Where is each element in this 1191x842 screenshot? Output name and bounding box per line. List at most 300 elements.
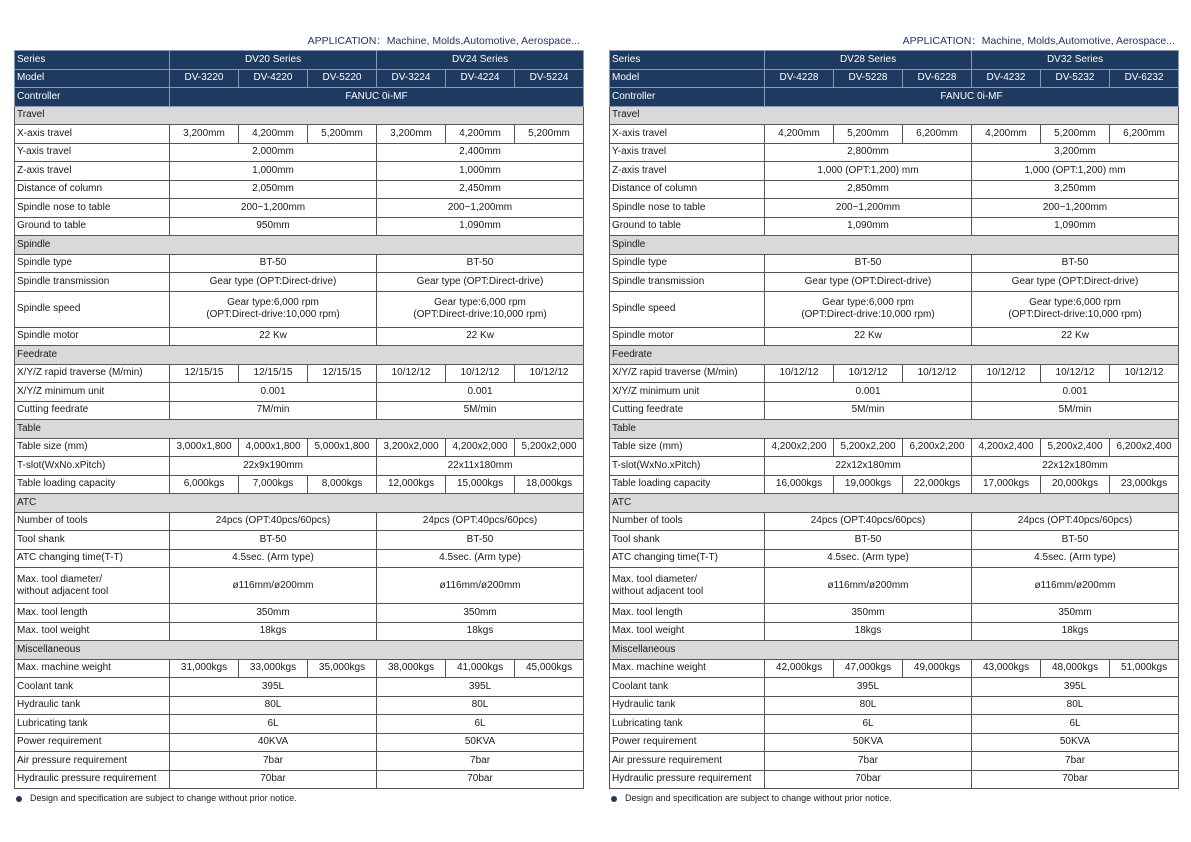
spec-value: 24pcs (OPT:40pcs/60pcs) [972,512,1179,531]
spec-row [610,327,1179,346]
spec-row [15,604,584,623]
spec-label-line: without adjacent tool [612,585,704,597]
spec-value: 22x12x180mm [972,457,1179,476]
spec-label: Table size (mm) [15,438,170,457]
spec-row [610,604,1179,623]
model-row [610,69,1179,88]
spec-label: Max. tool length [15,604,170,623]
spec-value: 1,000 (OPT:1,200) mm [765,162,972,181]
spec-value-line: Gear type:6,000 rpm [227,297,319,308]
spec-value: 7bar [972,752,1179,771]
spec-value: 43,000kgs [972,659,1041,678]
section-header: Miscellaneous [610,641,1179,660]
spec-value: 38,000kgs [377,659,446,678]
spec-value-line: (OPT:Direct-drive:10,000 rpm) [1008,309,1142,320]
spec-row [15,512,584,531]
spec-value: 5M/min [765,401,972,420]
spec-value: 22 Kw [972,327,1179,346]
spec-label: X/Y/Z minimum unit [610,383,765,402]
spec-label: Ground to table [15,217,170,236]
spec-label: X/Y/Z rapid traverse (M/min) [610,364,765,383]
spec-value: 80L [377,696,584,715]
spec-value: 10/12/12 [903,364,972,383]
section-feedrate [15,346,584,365]
spec-value: 4,200x2,000 [446,438,515,457]
spec-value: 6,200x2,400 [1110,438,1179,457]
spec-label: Tool shank [610,531,765,550]
model-label: Model [610,69,765,88]
spec-value: 70bar [377,770,584,789]
spec-value: 19,000kgs [834,475,903,494]
section-atc [610,494,1179,513]
spec-value: 80L [765,696,972,715]
spec-value: 5,200mm [834,125,903,144]
section-travel [610,106,1179,125]
spec-value: 200~1,200mm [377,199,584,218]
spec-row [15,327,584,346]
spec-label [610,568,765,604]
spec-row [610,752,1179,771]
spec-value: 12,000kgs [377,475,446,494]
spec-value: 41,000kgs [446,659,515,678]
bullet-icon [611,796,617,802]
spec-row [610,291,1179,327]
spec-value: 33,000kgs [239,659,308,678]
model-name: DV-4232 [972,69,1041,88]
spec-value [377,291,584,327]
spec-value: ø116mm/ø200mm [765,568,972,604]
spec-label: Distance of column [15,180,170,199]
spec-value: 5,200mm [515,125,584,144]
spec-row [15,254,584,273]
spec-value: 6,200mm [903,125,972,144]
spec-value: 22 Kw [765,327,972,346]
spec-value: 2,400mm [377,143,584,162]
spec-value: 5,000x1,800 [308,438,377,457]
spec-value: Gear type (OPT:Direct-drive) [170,273,377,292]
spec-value: 6L [377,715,584,734]
spec-row [15,199,584,218]
spec-label: Spindle motor [610,327,765,346]
spec-label: Y-axis travel [610,143,765,162]
spec-row [15,273,584,292]
section-header: Travel [15,106,584,125]
spec-value: 48,000kgs [1041,659,1110,678]
spec-value: 10/12/12 [515,364,584,383]
spec-row [15,733,584,752]
spec-label: Hydraulic tank [610,696,765,715]
spec-label: Hydraulic tank [15,696,170,715]
section-header: Feedrate [610,346,1179,365]
section-misc [15,641,584,660]
disclaimer-text: Design and specification are subject to change without prior notice. [30,793,297,803]
spec-value: 4.5sec. (Arm type) [170,549,377,568]
spec-row [610,143,1179,162]
spec-value: 6L [170,715,377,734]
series-name: DV24 Series [377,51,584,70]
spec-label: Table size (mm) [610,438,765,457]
spec-value: 22x9x190mm [170,457,377,476]
spec-value: 8,000kgs [308,475,377,494]
spec-label: Air pressure requirement [15,752,170,771]
series-name: DV20 Series [170,51,377,70]
spec-row [610,401,1179,420]
spec-label: Number of tools [610,512,765,531]
spec-label: Spindle motor [15,327,170,346]
spec-row [610,549,1179,568]
spec-row [610,457,1179,476]
spec-value: 3,000x1,800 [170,438,239,457]
spec-value: 2,050mm [170,180,377,199]
disclaimer-text: Design and specification are subject to change without prior notice. [625,793,892,803]
spec-value: 395L [170,678,377,697]
spec-value: 3,250mm [972,180,1179,199]
spec-value: 3,200mm [972,143,1179,162]
model-name: DV-3220 [170,69,239,88]
section-header: Travel [610,106,1179,125]
series-name: DV32 Series [972,51,1179,70]
spec-row [15,180,584,199]
spec-value-line: Gear type:6,000 rpm [1029,297,1121,308]
spec-row [610,475,1179,494]
spec-label: Max. machine weight [15,659,170,678]
spec-value: 350mm [972,604,1179,623]
spec-row [15,678,584,697]
spec-value: 2,850mm [765,180,972,199]
spec-value: 24pcs (OPT:40pcs/60pcs) [377,512,584,531]
spec-row [15,401,584,420]
spec-value: 1,000mm [377,162,584,181]
model-name: DV-3224 [377,69,446,88]
spec-value: 45,000kgs [515,659,584,678]
spec-label: Max. machine weight [610,659,765,678]
spec-value: 42,000kgs [765,659,834,678]
spec-label: Tool shank [15,531,170,550]
spec-label: Power requirement [15,733,170,752]
spec-value: 22,000kgs [903,475,972,494]
spec-row [15,696,584,715]
spec-value: 200~1,200mm [765,199,972,218]
spec-row [610,770,1179,789]
spec-value: 18kgs [972,622,1179,641]
spec-value: 3,200mm [170,125,239,144]
spec-label: Spindle transmission [15,273,170,292]
spec-label: X-axis travel [15,125,170,144]
spec-label: Distance of column [610,180,765,199]
spec-row [15,125,584,144]
spec-label: Cutting feedrate [610,401,765,420]
spec-value: 15,000kgs [446,475,515,494]
spec-value: 18,000kgs [515,475,584,494]
spec-value: 5,200x2,000 [515,438,584,457]
spec-value: 200~1,200mm [972,199,1179,218]
spec-value: 7bar [170,752,377,771]
spec-row [610,180,1179,199]
spec-row [15,770,584,789]
spec-panel-left [14,32,582,803]
spec-value: Gear type (OPT:Direct-drive) [972,273,1179,292]
spec-value: BT-50 [972,254,1179,273]
spec-value: 47,000kgs [834,659,903,678]
spec-value: 10/12/12 [765,364,834,383]
spec-value: 2,000mm [170,143,377,162]
model-name: DV-4224 [446,69,515,88]
spec-value: 12/15/15 [308,364,377,383]
application-line: APPLICATION：Machine, Molds,Automotive, Aerospace... [307,35,580,47]
spec-value: ø116mm/ø200mm [972,568,1179,604]
series-label: Series [15,51,170,70]
spec-row [610,531,1179,550]
series-row [610,51,1179,70]
spec-value: 4.5sec. (Arm type) [765,549,972,568]
spec-value: 18kgs [765,622,972,641]
spec-value: 6,000kgs [170,475,239,494]
spec-row [15,457,584,476]
series-label: Series [610,51,765,70]
spec-label: Spindle nose to table [610,199,765,218]
controller-label: Controller [15,88,170,107]
controller-label: Controller [610,88,765,107]
spec-row [15,364,584,383]
spec-value: 16,000kgs [765,475,834,494]
spec-value: 10/12/12 [446,364,515,383]
spec-label: T-slot(WxNo.xPitch) [610,457,765,476]
spec-row [15,143,584,162]
spec-value: 7M/min [170,401,377,420]
spec-value: 10/12/12 [972,364,1041,383]
spec-value: 70bar [972,770,1179,789]
spec-row [610,715,1179,734]
spec-label: Max. tool length [610,604,765,623]
spec-value: 3,200mm [377,125,446,144]
spec-value: 4,200mm [239,125,308,144]
spec-row [15,531,584,550]
spec-row [610,364,1179,383]
spec-row [610,438,1179,457]
spec-label: Cutting feedrate [15,401,170,420]
spec-label: Spindle type [610,254,765,273]
spec-value: BT-50 [765,254,972,273]
spec-value: 10/12/12 [1110,364,1179,383]
spec-value: 80L [972,696,1179,715]
spec-value: 7bar [377,752,584,771]
spec-label: Max. tool weight [610,622,765,641]
spec-row [610,199,1179,218]
section-header: Spindle [610,236,1179,255]
spec-label: Coolant tank [15,678,170,697]
spec-value: 1,000 (OPT:1,200) mm [972,162,1179,181]
spec-value: 1,090mm [765,217,972,236]
section-travel [15,106,584,125]
spec-value: 50KVA [972,733,1179,752]
spec-label: Ground to table [610,217,765,236]
spec-label: Table loading capacity [15,475,170,494]
spec-value: 2,450mm [377,180,584,199]
spec-value: 4,200x2,400 [972,438,1041,457]
disclaimer-note [14,793,582,803]
spec-value: 51,000kgs [1110,659,1179,678]
spec-value: 70bar [170,770,377,789]
spec-value: 17,000kgs [972,475,1041,494]
spec-row [15,752,584,771]
section-spindle [610,236,1179,255]
spec-value: 10/12/12 [377,364,446,383]
model-name: DV-4228 [765,69,834,88]
model-label: Model [15,69,170,88]
spec-value: 23,000kgs [1110,475,1179,494]
spec-value: 200~1,200mm [170,199,377,218]
spec-value: 1,000mm [170,162,377,181]
spec-label: Y-axis travel [15,143,170,162]
spec-value-line: Gear type:6,000 rpm [434,297,526,308]
spec-panel-right [609,32,1177,803]
section-spindle [15,236,584,255]
spec-value: 22 Kw [170,327,377,346]
spec-value: 12/15/15 [170,364,239,383]
spec-value-line: (OPT:Direct-drive:10,000 rpm) [413,309,547,320]
spec-label-line: Max. tool diameter/ [17,573,103,585]
section-header: Feedrate [15,346,584,365]
spec-value: 4,200mm [446,125,515,144]
controller-row [610,88,1179,107]
spec-label: Air pressure requirement [610,752,765,771]
spec-value: 6,200mm [1110,125,1179,144]
section-header: Table [610,420,1179,439]
spec-value: 6,200x2,200 [903,438,972,457]
spec-row [610,733,1179,752]
application-line: APPLICATION：Machine, Molds,Automotive, Aerospace... [902,35,1175,47]
spec-label: Z-axis travel [15,162,170,181]
section-misc [610,641,1179,660]
spec-value: Gear type (OPT:Direct-drive) [765,273,972,292]
spec-value: 35,000kgs [308,659,377,678]
spec-label: Lubricating tank [610,715,765,734]
spec-value: 18kgs [377,622,584,641]
spec-row [15,568,584,604]
spec-value: 10/12/12 [1041,364,1110,383]
spec-value: 50KVA [377,733,584,752]
spec-value: BT-50 [972,531,1179,550]
spec-value: 350mm [377,604,584,623]
spec-row [15,475,584,494]
spec-label: X-axis travel [610,125,765,144]
spec-value: 7,000kgs [239,475,308,494]
spec-value: 5,200x2,400 [1041,438,1110,457]
spec-value: 0.001 [765,383,972,402]
spec-value: 6L [972,715,1179,734]
spec-value: 18kgs [170,622,377,641]
section-header: Miscellaneous [15,641,584,660]
spec-value-line: (OPT:Direct-drive:10,000 rpm) [801,309,935,320]
spec-value: Gear type (OPT:Direct-drive) [377,273,584,292]
spec-value: 5,200x2,200 [834,438,903,457]
bullet-icon [16,796,22,802]
spec-value: 24pcs (OPT:40pcs/60pcs) [170,512,377,531]
spec-label-line: without adjacent tool [17,585,109,597]
spec-value: BT-50 [170,254,377,273]
spec-label: Hydraulic pressure requirement [15,770,170,789]
section-header: Spindle [15,236,584,255]
spec-label: X/Y/Z rapid traverse (M/min) [15,364,170,383]
spec-row [610,659,1179,678]
spec-row [15,715,584,734]
spec-value: 22 Kw [377,327,584,346]
section-atc [15,494,584,513]
spec-value: 49,000kgs [903,659,972,678]
spec-label: Spindle type [15,254,170,273]
spec-row [610,696,1179,715]
spec-row [610,125,1179,144]
spec-value: 5M/min [377,401,584,420]
spec-value: BT-50 [170,531,377,550]
spec-table [609,50,1179,789]
spec-row [610,512,1179,531]
spec-value: 31,000kgs [170,659,239,678]
spec-row [15,383,584,402]
spec-value: BT-50 [765,531,972,550]
spec-table [14,50,584,789]
spec-value-line: (OPT:Direct-drive:10,000 rpm) [206,309,340,320]
spec-label: Spindle speed [15,291,170,327]
spec-value: 12/15/15 [239,364,308,383]
spec-value: BT-50 [377,254,584,273]
spec-label: Spindle nose to table [15,199,170,218]
spec-value-line: Gear type:6,000 rpm [822,297,914,308]
model-name: DV-5220 [308,69,377,88]
spec-value: 2,800mm [765,143,972,162]
spec-row [15,291,584,327]
spec-value: 5M/min [972,401,1179,420]
spec-value: 950mm [170,217,377,236]
spec-value: 80L [170,696,377,715]
controller-row [15,88,584,107]
spec-value: 7bar [765,752,972,771]
spec-value: 0.001 [972,383,1179,402]
spec-row [15,549,584,568]
spec-row [15,438,584,457]
spec-value: 4.5sec. (Arm type) [972,549,1179,568]
section-table [610,420,1179,439]
spec-label: X/Y/Z minimum unit [15,383,170,402]
spec-value: 4,000x1,800 [239,438,308,457]
spec-label: Spindle transmission [610,273,765,292]
spec-row [610,217,1179,236]
section-feedrate [610,346,1179,365]
spec-row [610,678,1179,697]
spec-value: 22x12x180mm [765,457,972,476]
spec-row [15,217,584,236]
spec-value: 24pcs (OPT:40pcs/60pcs) [765,512,972,531]
spec-value: 20,000kgs [1041,475,1110,494]
spec-label: Max. tool weight [15,622,170,641]
spec-value: 395L [765,678,972,697]
spec-value: ø116mm/ø200mm [170,568,377,604]
model-name: DV-5224 [515,69,584,88]
spec-value: 395L [972,678,1179,697]
spec-label [15,568,170,604]
series-name: DV28 Series [765,51,972,70]
spec-value: 350mm [765,604,972,623]
spec-label: Power requirement [610,733,765,752]
spec-row [15,162,584,181]
spec-label: Number of tools [15,512,170,531]
spec-value: 395L [377,678,584,697]
spec-row [610,622,1179,641]
spec-value: BT-50 [377,531,584,550]
spec-value: 0.001 [170,383,377,402]
spec-label: ATC changing time(T-T) [610,549,765,568]
spec-value: 4,200mm [765,125,834,144]
